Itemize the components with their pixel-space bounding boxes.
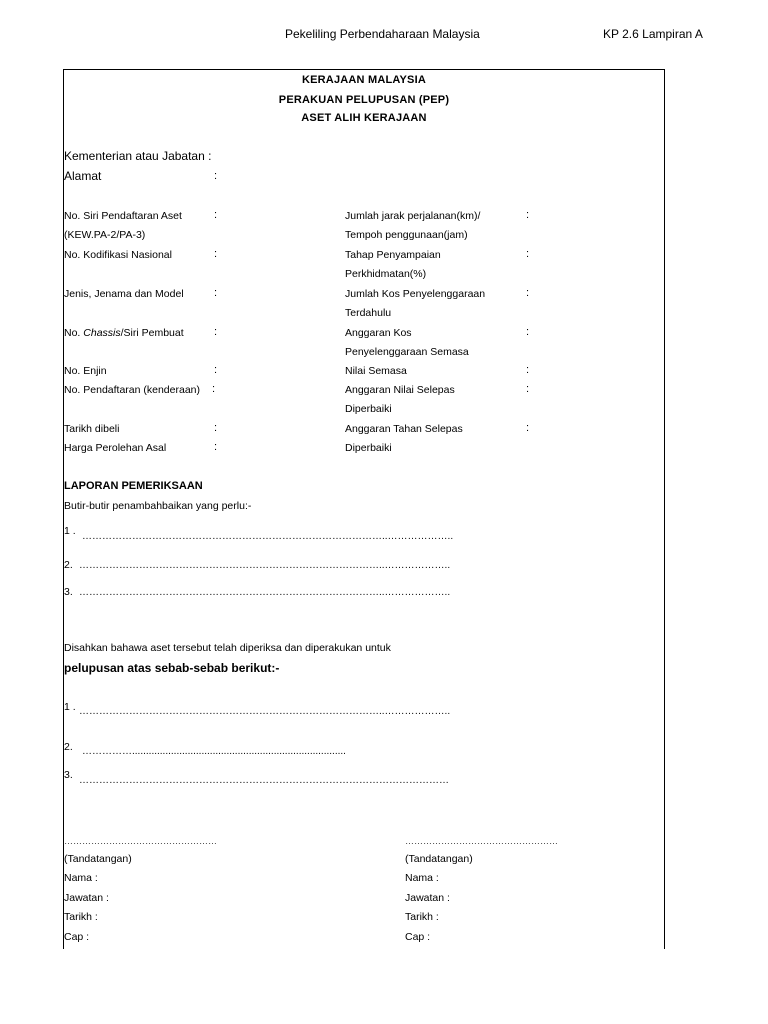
laporan-item-3-line: ………………………………………………………………………………..……………….. <box>79 587 451 598</box>
pendaftaran-colon: : <box>212 383 216 395</box>
anggaran-kos-colon: : <box>526 326 530 338</box>
kodifikasi-colon: : <box>214 248 218 260</box>
kos-label-2: Terdahulu <box>345 307 392 319</box>
disahkan-item-2-number: 2. <box>64 741 73 753</box>
laporan-item-3-number: 3. <box>64 586 73 598</box>
signature-right-jawatan: Jawatan : <box>405 892 450 904</box>
laporan-item-1-number: 1 . <box>64 525 76 537</box>
signature-right-tandatangan: (Tandatangan) <box>405 853 473 865</box>
disahkan-item-1-line: ………………………………………………………………………………..……………….. <box>79 706 451 717</box>
signature-right-cap: Cap : <box>405 931 431 943</box>
tarikh-dibeli-colon: : <box>214 422 218 434</box>
nilai-selepas-label: Anggaran Nilai Selepas <box>345 384 455 396</box>
alamat-colon: : <box>214 170 218 182</box>
nilai-selepas-label-2: Diperbaiki <box>345 403 392 415</box>
laporan-intro: Butir-butir penambahbaikan yang perlu:- <box>64 500 252 512</box>
siri-colon: : <box>214 209 218 221</box>
harga-colon: : <box>214 441 218 453</box>
chassis-italic: Chassis <box>83 327 121 339</box>
signature-left-line: …………………………………………… <box>64 836 217 846</box>
laporan-item-1-line: ………………………………………………………………………………..……………….. <box>82 531 454 542</box>
signature-right-line: …………………………………………… <box>405 836 558 846</box>
jenis-label: Jenis, Jenama dan Model <box>64 288 184 300</box>
tahap-label: Tahap Penyampaian <box>345 249 441 261</box>
kodifikasi-label: No. Kodifikasi Nasional <box>64 249 172 261</box>
signature-right-tarikh: Tarikh : <box>405 911 439 923</box>
laporan-heading: LAPORAN PEMERIKSAAN <box>64 480 203 492</box>
tahap-colon: : <box>526 248 530 260</box>
header-title: Pekeliling Perbendaharaan Malaysia <box>285 27 480 41</box>
anggaran-kos-label-2: Penyelenggaraan Semasa <box>345 346 469 358</box>
enjin-label: No. Enjin <box>64 365 107 377</box>
form-box <box>63 69 665 949</box>
tahan-label-2: Diperbaiki <box>345 442 392 454</box>
signature-left-tarikh: Tarikh : <box>64 911 98 923</box>
tahan-label: Anggaran Tahan Selepas <box>345 423 463 435</box>
disahkan-item-2-line: ……………............................................................................. <box>82 746 346 757</box>
siri-label: No. Siri Pendaftaran Aset <box>64 210 182 222</box>
disahkan-item-3-number: 3. <box>64 769 73 781</box>
disahkan-item-1-number: 1 . <box>64 701 76 713</box>
nilai-semasa-label: Nilai Semasa <box>345 365 407 377</box>
chassis-prefix: No. <box>64 327 84 339</box>
alamat-label: Alamat <box>64 169 102 183</box>
signature-right-nama: Nama : <box>405 872 439 884</box>
form-title-1: KERAJAAN MALAYSIA <box>301 74 426 86</box>
disahkan-line-1: Disahkan bahawa aset tersebut telah diperiksa dan diperakukan untuk <box>64 642 391 654</box>
enjin-colon: : <box>214 364 218 376</box>
pendaftaran-label: No. Pendaftaran (kenderaan) <box>64 384 201 396</box>
form-title-3: ASET ALIH KERAJAAN <box>301 112 427 124</box>
kos-colon: : <box>526 287 530 299</box>
disahkan-item-3-line: ………………………………………………………………………………………………… <box>79 775 449 786</box>
chassis-label <box>64 327 184 339</box>
laporan-item-2-number: 2. <box>64 559 73 571</box>
disahkan-line-2: pelupusan atas sebab-sebab berikut:- <box>64 661 280 675</box>
chassis-colon: : <box>214 326 218 338</box>
jenis-colon: : <box>214 287 218 299</box>
kos-label: Jumlah Kos Penyelenggaraan <box>345 288 486 300</box>
nilai-semasa-colon: : <box>526 364 530 376</box>
signature-left-jawatan: Jawatan : <box>64 892 109 904</box>
jarak-colon: : <box>526 209 530 221</box>
signature-left-tandatangan: (Tandatangan) <box>64 853 132 865</box>
jarak-label-2: Tempoh penggunaan(jam) <box>345 229 468 241</box>
kementerian-label: Kementerian atau Jabatan : <box>64 149 212 163</box>
anggaran-kos-label: Anggaran Kos <box>345 327 412 339</box>
header-reference: KP 2.6 Lampiran A <box>603 27 703 41</box>
form-title-2: PERAKUAN PELUPUSAN (PEP) <box>278 94 450 106</box>
siri-label-2: (KEW.PA-2/PA-3) <box>64 229 146 241</box>
jarak-label: Jumlah jarak perjalanan(km)/ <box>345 210 481 222</box>
nilai-selepas-colon: : <box>526 383 530 395</box>
signature-left-cap: Cap : <box>64 931 90 943</box>
signature-left-nama: Nama : <box>64 872 98 884</box>
tarikh-dibeli-label: Tarikh dibeli <box>64 423 120 435</box>
harga-label: Harga Perolehan Asal <box>64 442 167 454</box>
tahap-label-2: Perkhidmatan(%) <box>345 268 427 280</box>
tahan-colon: : <box>526 422 530 434</box>
laporan-item-2-line: ………………………………………………………………………………..……………….. <box>79 560 451 571</box>
chassis-suffix: /Siri Pembuat <box>120 327 184 339</box>
